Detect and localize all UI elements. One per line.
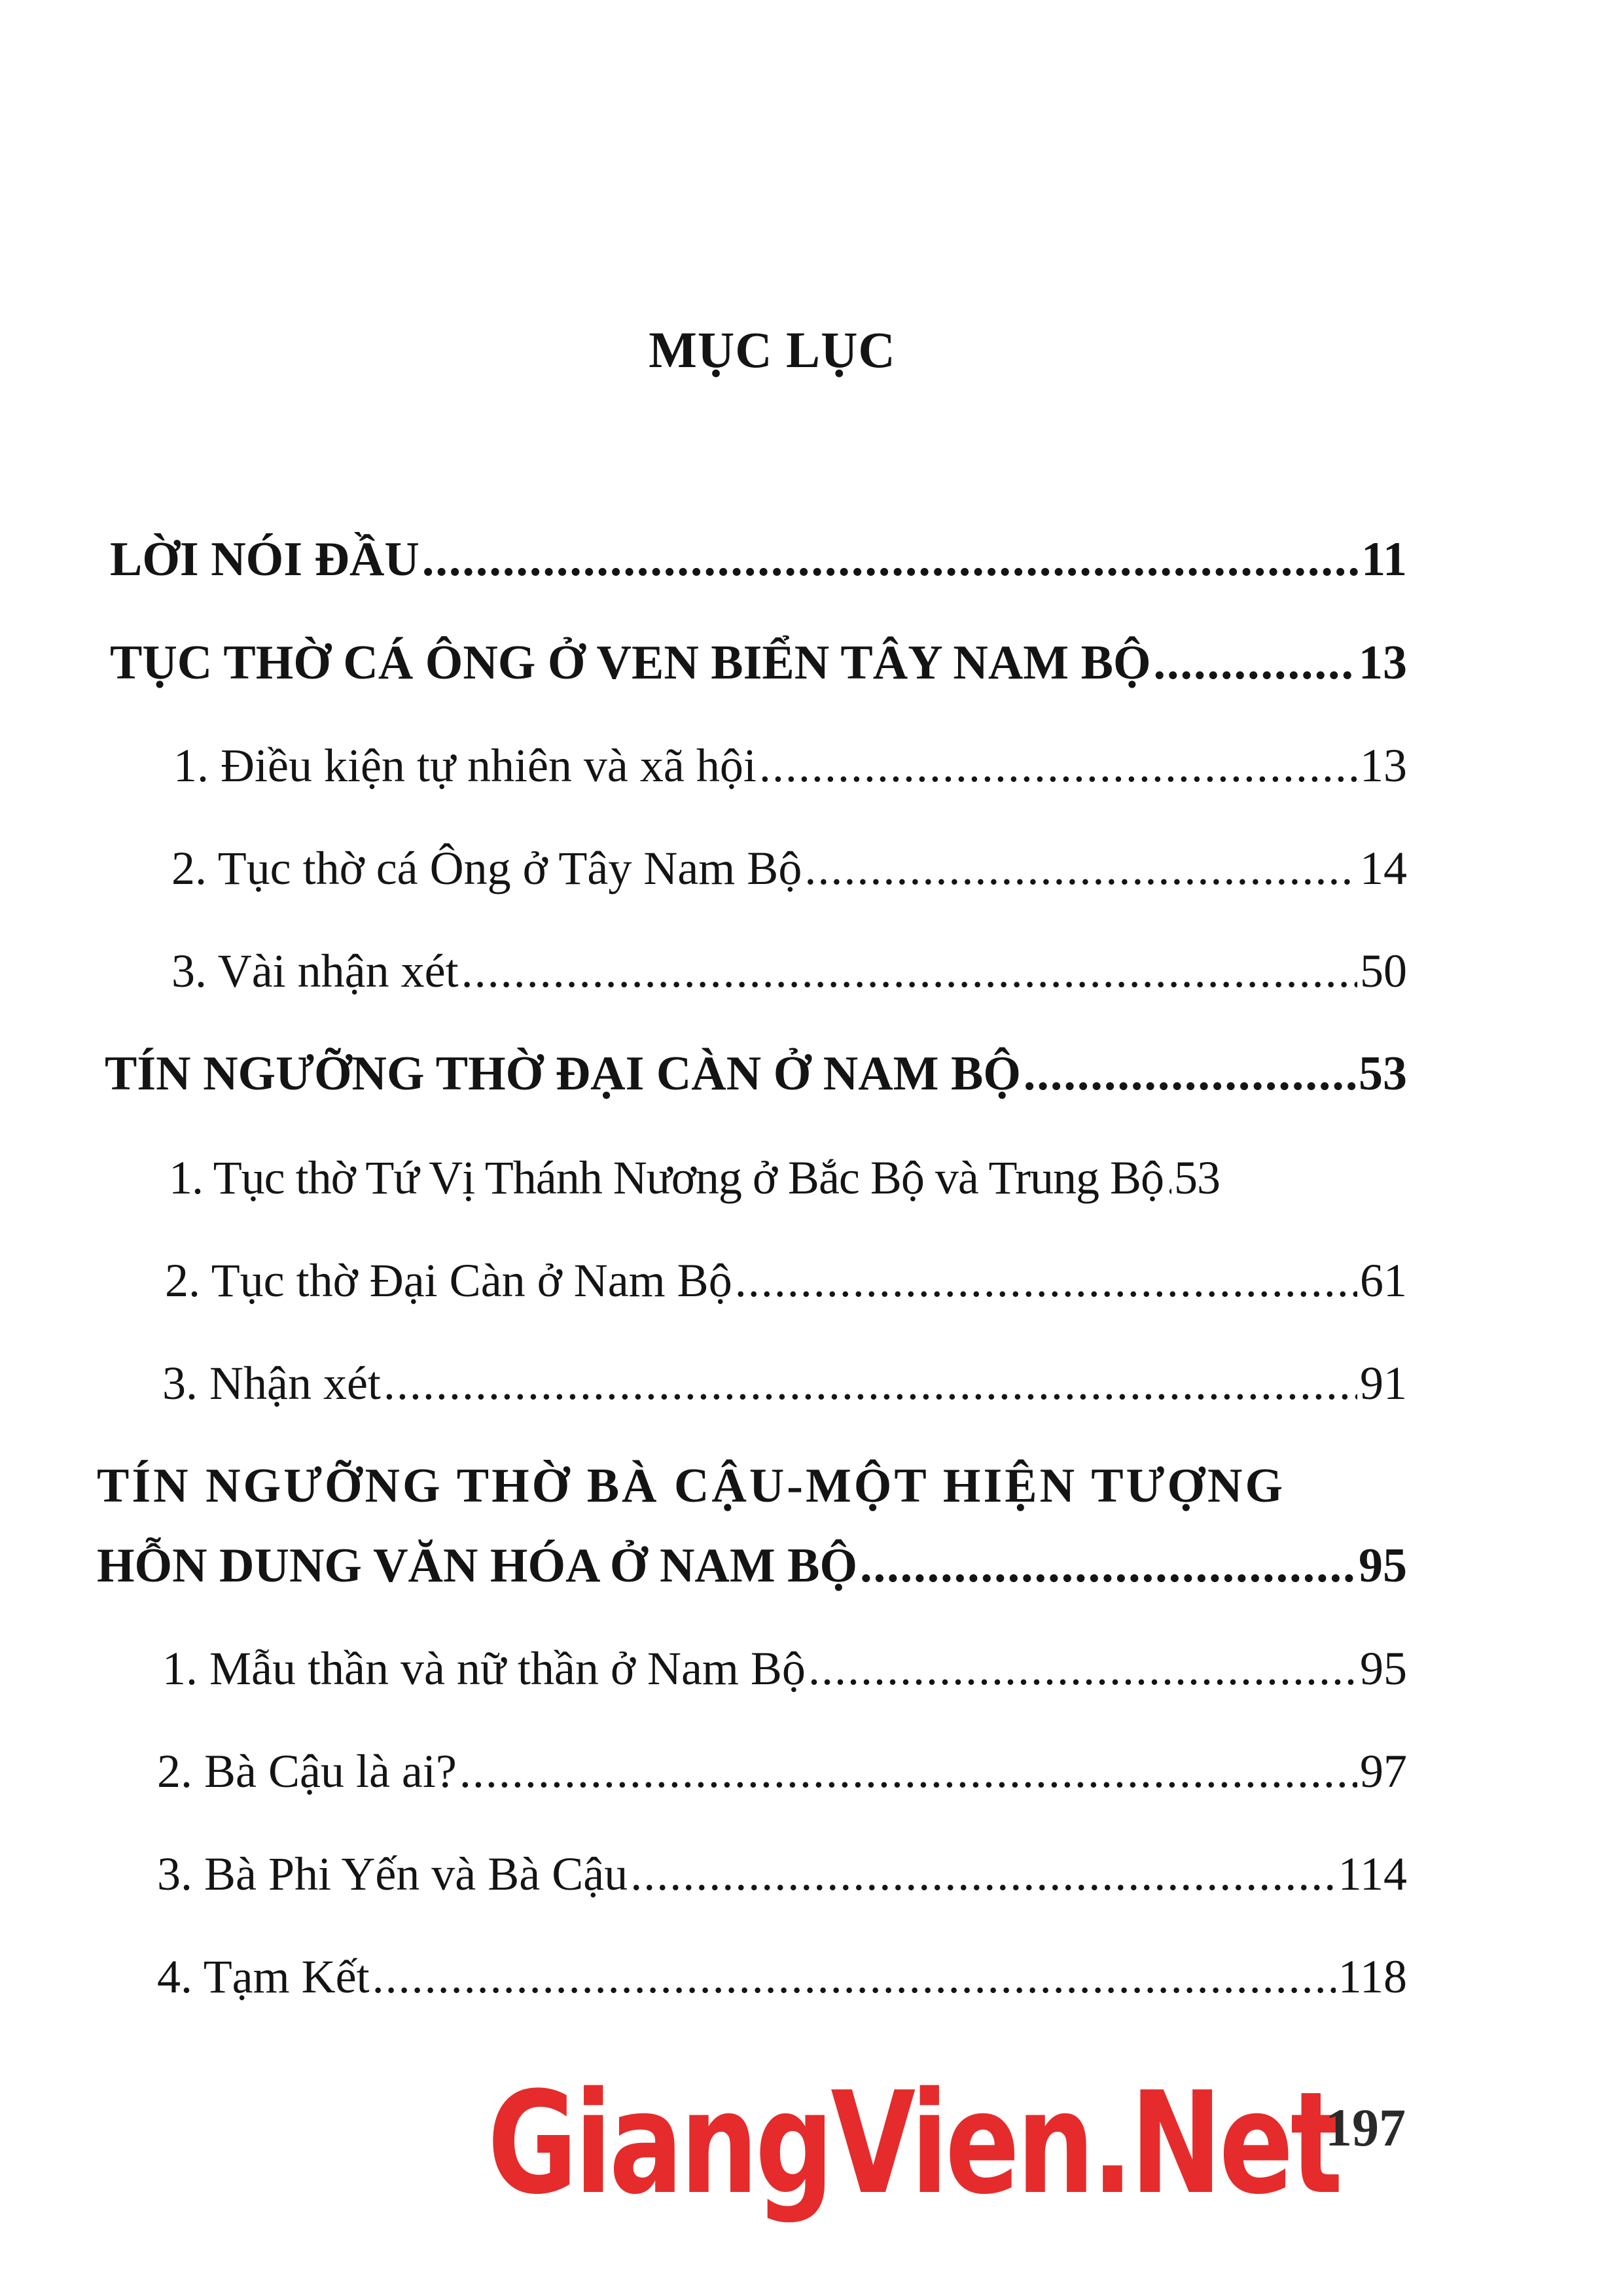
dot-leader xyxy=(808,1633,1357,1704)
toc-entry-page: 13 xyxy=(1360,739,1407,792)
toc-entry-label: 1. Mẫu thần và nữ thần ở Nam Bộ xyxy=(162,1642,806,1695)
toc-entry-page: 53 xyxy=(1174,1152,1220,1204)
dot-leader xyxy=(1024,1038,1356,1110)
toc-entry-label: LỜI NÓI ĐẦU xyxy=(110,533,419,586)
dot-leader xyxy=(860,1530,1356,1602)
toc-entry-ba-cau[interactable] xyxy=(97,1530,1407,1602)
toc-entry-page: 114 xyxy=(1338,1848,1407,1900)
dot-leader xyxy=(630,1838,1335,1910)
toc-entry-label: 3. Bà Phi Yến và Bà Cậu xyxy=(157,1848,628,1900)
toc-entry-page: 13 xyxy=(1359,636,1407,690)
toc-entry-label: TÍN NGƯỠNG THỜ ĐẠI CÀN Ở NAM BỘ xyxy=(105,1047,1021,1101)
toc-entry-dai-can[interactable] xyxy=(105,1038,1407,1110)
dot-leader xyxy=(735,1245,1357,1316)
dot-leader xyxy=(459,1735,1357,1807)
toc-entry-page: 11 xyxy=(1361,533,1407,586)
toc-entry-label: TỤC THỜ CÁ ÔNG Ở VEN BIỂN TÂY NAM BỘ xyxy=(110,636,1151,690)
toc-entry-ba-cau-la-ai[interactable] xyxy=(157,1735,1407,1807)
toc-entry-ba-cau-line1: TÍN NGƯỠNG THỜ BÀ CẬU-MỘT HIỆN TƯỢNG xyxy=(97,1459,1286,1513)
toc-entry-label: 2. Tục thờ Đại Càn ở Nam Bộ xyxy=(165,1254,732,1307)
toc-entry-page: 95 xyxy=(1359,1539,1407,1593)
toc-entry-ba-phi-yen[interactable] xyxy=(157,1838,1407,1910)
page-number: 197 xyxy=(1325,2098,1406,2157)
toc-entry-vai-nhan-xet[interactable] xyxy=(171,935,1407,1007)
toc-entry-label: 1. Tục thờ Tứ Vị Thánh Nương ở Bắc Bộ và Trung Bộ xyxy=(169,1152,1164,1204)
page-title: MỤC LỤC xyxy=(649,321,896,378)
toc-entry-label: 3. Vài nhận xét xyxy=(171,945,459,997)
toc-entry-page: 53 xyxy=(1359,1047,1407,1101)
toc-entry-mau-than[interactable] xyxy=(162,1633,1407,1704)
toc-entry-dieu-kien[interactable] xyxy=(173,730,1407,802)
dot-leader xyxy=(422,523,1359,595)
toc-entry-label: 2. Bà Cậu là ai? xyxy=(157,1745,457,1797)
toc-entry-label: HỖN DUNG VĂN HÓA Ở NAM BỘ xyxy=(97,1539,858,1593)
dot-leader xyxy=(383,1347,1357,1419)
toc-entry-label: 4. Tạm Kết xyxy=(157,1951,370,2003)
dot-leader xyxy=(759,730,1357,802)
toc-entry-page: 14 xyxy=(1360,842,1407,894)
dot-leader xyxy=(1154,627,1356,699)
toc-entry-label: 2. Tục thờ cá Ông ở Tây Nam Bộ xyxy=(171,842,802,894)
dot-leader xyxy=(461,935,1357,1007)
dot-leader xyxy=(372,1941,1336,2013)
toc-entry-label: 1. Điều kiện tự nhiên và xã hội xyxy=(173,739,757,792)
toc-entry-tu-vi-thanh-nuong[interactable] xyxy=(169,1142,1407,1214)
toc-entry-label: 3. Nhận xét xyxy=(162,1357,381,1409)
toc-entry-loi-noi-dau[interactable] xyxy=(110,523,1407,595)
toc-entry-tuc-tho-ca-ong[interactable] xyxy=(110,627,1407,699)
dot-leader xyxy=(1166,1142,1171,1214)
toc-entry-page: 91 xyxy=(1360,1357,1407,1409)
toc-entry-dai-can-nam-bo[interactable] xyxy=(165,1245,1407,1316)
toc-entry-page: 95 xyxy=(1360,1642,1407,1695)
toc-entry-page: 118 xyxy=(1338,1951,1407,2003)
toc-entry-tuc-tho-tay-nam-bo[interactable] xyxy=(171,832,1407,904)
toc-entry-page: 50 xyxy=(1360,945,1407,997)
dot-leader xyxy=(804,832,1357,904)
toc-entry-nhan-xet[interactable] xyxy=(162,1347,1407,1419)
toc-entry-page: 97 xyxy=(1360,1745,1407,1797)
toc-entry-page: 61 xyxy=(1360,1254,1407,1307)
toc-entry-tam-ket[interactable] xyxy=(157,1941,1407,2013)
watermark-logo: GiangVien.Net xyxy=(488,2061,1340,2225)
